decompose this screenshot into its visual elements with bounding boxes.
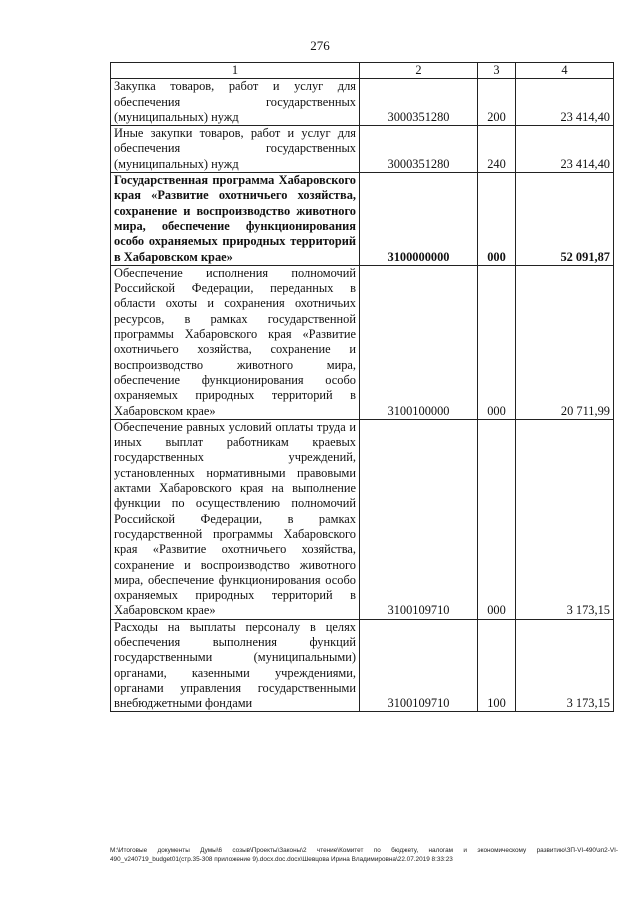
header-col-4: 4 (516, 63, 614, 79)
row-amount: 23 414,40 (516, 79, 614, 126)
row-code: 3100000000 (360, 173, 478, 266)
row-amount: 3 173,15 (516, 419, 614, 619)
row-code: 3100109710 (360, 419, 478, 619)
row-name: Закупка товаров, работ и услуг для обеспечения государственных (муниципальных) нужд (111, 79, 360, 126)
row-code: 3100109710 (360, 619, 478, 712)
row-name: Обеспечение исполнения полномочий Российской Федерации, переданных в области охоты и сохранения охотничьих ресурсов, в рамках государственной программы Хабаровского края «Развитие охотничьего хозяйства, сохранение и воспроизводство животного мира, обеспечение функционирования особо охраняемых природных территорий в Хабаровском крае» (111, 265, 360, 419)
row-code: 3000351280 (360, 126, 478, 173)
table-row (111, 126, 614, 173)
row-name: Иные закупки товаров, работ и услуг для обеспечения государственных (муниципальных) нужд (111, 126, 360, 173)
row-name: Обеспечение равных условий оплаты труда и иных выплат работникам краевых государственных учреждений, установленных нормативными правовыми актами Хабаровского края на выполнение функции по осуществлению полномочий Российской Федерации, в рамках государственной программы Хабаровского края «Развитие охотничьего хозяйства, сохранение и воспроизводство животного мира, обеспечение функционирования особо охраняемых природных территорий в Хабаровском крае» (111, 419, 360, 619)
header-col-1: 1 (111, 63, 360, 79)
row-type: 100 (478, 619, 516, 712)
document-path-footer: M:\Итоговые документы Думы\6 созыв\Проекты\Законы\2 чтение\Комитет по бюджету, налогам и экономическому развитию\ЗП-VI-490\зп2-VI-490_v240719_budget01(стр.35-308 приложение 9).docx.doc.docx\Шевцова Ирина Владимировна\22.07.2019 8:33:23 (110, 847, 618, 863)
table-header-row (111, 63, 614, 79)
row-amount: 52 091,87 (516, 173, 614, 266)
row-type: 000 (478, 419, 516, 619)
table-row-program (111, 173, 614, 266)
header-col-2: 2 (360, 63, 478, 79)
row-name: Государственная программа Хабаровского края «Развитие охотничьего хозяйства, сохранение и воспроизводство животного мира, обеспечение функционирования особо охраняемых природных территорий в Хабаровском крае» (111, 173, 360, 266)
table-row (111, 419, 614, 619)
table-row (111, 619, 614, 712)
row-amount: 20 711,99 (516, 265, 614, 419)
row-type: 000 (478, 173, 516, 266)
row-code: 3000351280 (360, 79, 478, 126)
page-number: 276 (310, 38, 330, 53)
row-type: 200 (478, 79, 516, 126)
row-type: 000 (478, 265, 516, 419)
row-amount: 23 414,40 (516, 126, 614, 173)
budget-table (110, 62, 614, 712)
header-col-3: 3 (478, 63, 516, 79)
table-row (111, 265, 614, 419)
row-code: 3100100000 (360, 265, 478, 419)
row-amount: 3 173,15 (516, 619, 614, 712)
table-row (111, 79, 614, 126)
row-type: 240 (478, 126, 516, 173)
row-name: Расходы на выплаты персоналу в целях обеспечения выполнения функций государственными (муниципальными) органами, казенными учреждениями, органами управления государственными внебюджетными фондами (111, 619, 360, 712)
